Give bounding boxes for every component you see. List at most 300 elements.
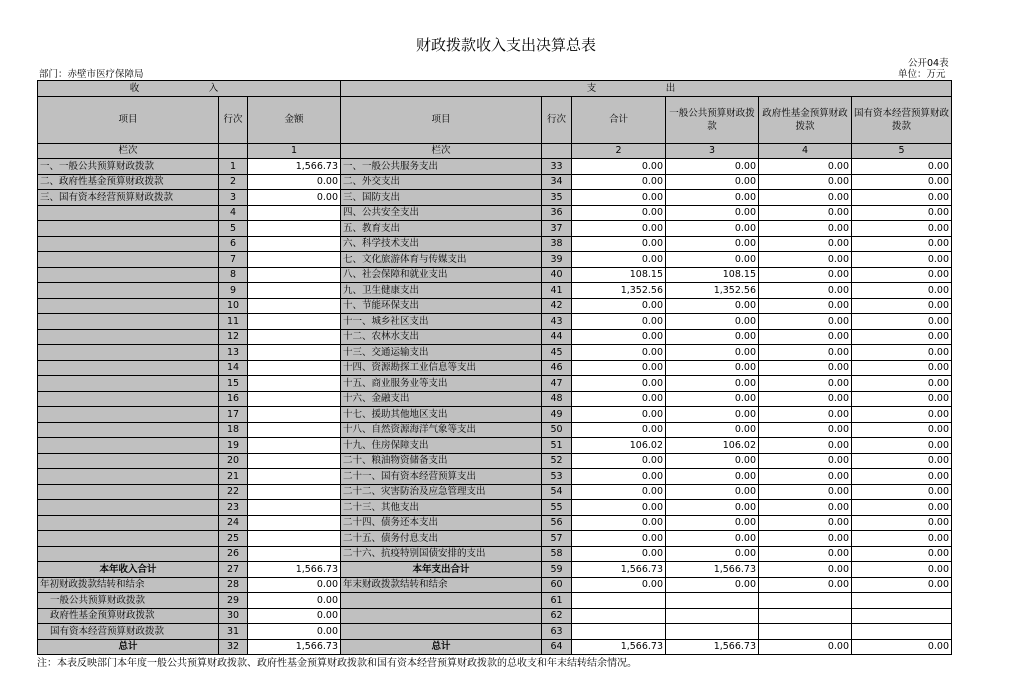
expense-total: 0.00 — [572, 453, 666, 469]
summary-expense-fund — [759, 624, 852, 640]
expense-fund: 0.00 — [759, 236, 852, 252]
income-item — [38, 221, 219, 237]
summary-row — [38, 608, 952, 624]
expense-item: 五、教育支出 — [341, 221, 542, 237]
table-row — [38, 174, 952, 190]
income-item — [38, 422, 219, 438]
income-item: 二、政府性基金预算财政拨款 — [38, 174, 219, 190]
income-amount — [248, 407, 341, 423]
expense-general: 0.00 — [666, 422, 759, 438]
summary-income-line-number: 29 — [219, 593, 248, 609]
summary-expense-line-number: 60 — [542, 577, 572, 593]
table-row — [38, 515, 952, 531]
expense-state: 0.00 — [852, 298, 952, 314]
expense-line-number: 57 — [542, 531, 572, 547]
income-line-number: 6 — [219, 236, 248, 252]
expense-line-number: 51 — [542, 438, 572, 454]
expense-total: 108.15 — [572, 267, 666, 283]
table-row — [38, 500, 952, 516]
column-index-blank — [219, 143, 248, 159]
expense-item: 二十三、其他支出 — [341, 500, 542, 516]
summary-expense-item — [341, 593, 542, 609]
header-item-income: 项目 — [38, 96, 219, 143]
income-item — [38, 205, 219, 221]
expense-total: 106.02 — [572, 438, 666, 454]
expense-general: 0.00 — [666, 376, 759, 392]
summary-income-item: 一般公共预算财政拨款 — [38, 593, 219, 609]
expense-state: 0.00 — [852, 391, 952, 407]
income-amount — [248, 221, 341, 237]
income-line-number: 3 — [219, 190, 248, 206]
summary-expense-line-number: 64 — [542, 639, 572, 655]
expense-item: 八、社会保障和就业支出 — [341, 267, 542, 283]
expense-state: 0.00 — [852, 438, 952, 454]
income-amount — [248, 500, 341, 516]
form-number: 公开04表 — [908, 58, 949, 69]
summary-expense-item: 本年支出合计 — [341, 562, 542, 578]
expense-total: 0.00 — [572, 236, 666, 252]
expense-fund: 0.00 — [759, 174, 852, 190]
summary-expense-total — [572, 608, 666, 624]
header-line-income: 行次 — [219, 96, 248, 143]
expense-general: 0.00 — [666, 515, 759, 531]
expense-state: 0.00 — [852, 174, 952, 190]
income-item — [38, 469, 219, 485]
expense-total: 0.00 — [572, 407, 666, 423]
expense-general: 0.00 — [666, 174, 759, 190]
expense-state: 0.00 — [852, 345, 952, 361]
summary-expense-fund: 0.00 — [759, 577, 852, 593]
expense-line-number: 54 — [542, 484, 572, 500]
income-item — [38, 546, 219, 562]
expense-fund: 0.00 — [759, 422, 852, 438]
table-row — [38, 236, 952, 252]
income-line-number: 14 — [219, 360, 248, 376]
expense-total: 0.00 — [572, 205, 666, 221]
income-amount — [248, 252, 341, 268]
summary-income-line-number: 30 — [219, 608, 248, 624]
header-item-expense: 项目 — [341, 96, 542, 143]
table-row — [38, 360, 952, 376]
income-item — [38, 531, 219, 547]
expense-state: 0.00 — [852, 205, 952, 221]
expense-line-number: 45 — [542, 345, 572, 361]
income-item — [38, 236, 219, 252]
header-total: 合计 — [572, 96, 666, 143]
summary-expense-fund — [759, 593, 852, 609]
expense-general: 0.00 — [666, 500, 759, 516]
summary-income-amount: 0.00 — [248, 593, 341, 609]
expense-fund: 0.00 — [759, 500, 852, 516]
expense-line-number: 36 — [542, 205, 572, 221]
column-index-4: 4 — [759, 143, 852, 159]
table-row — [38, 252, 952, 268]
expense-general: 0.00 — [666, 252, 759, 268]
expense-fund: 0.00 — [759, 546, 852, 562]
summary-income-amount: 1,566.73 — [248, 562, 341, 578]
expense-item: 十五、商业服务业等支出 — [341, 376, 542, 392]
table-row — [38, 221, 952, 237]
expense-total: 0.00 — [572, 484, 666, 500]
expense-total: 0.00 — [572, 546, 666, 562]
expense-item: 一、一般公共服务支出 — [341, 159, 542, 175]
column-index-label: 栏次 — [38, 143, 219, 159]
income-item — [38, 500, 219, 516]
summary-expense-line-number: 62 — [542, 608, 572, 624]
expense-fund: 0.00 — [759, 314, 852, 330]
summary-expense-fund — [759, 608, 852, 624]
department-label: 部门：赤壁市医疗保障局 — [39, 69, 144, 80]
summary-expense-state — [852, 593, 952, 609]
table-row — [38, 484, 952, 500]
expense-fund: 0.00 — [759, 484, 852, 500]
summary-row — [38, 562, 952, 578]
expense-item: 十一、城乡社区支出 — [341, 314, 542, 330]
summary-income-item: 总计 — [38, 639, 219, 655]
expense-total: 0.00 — [572, 391, 666, 407]
expense-total: 0.00 — [572, 345, 666, 361]
income-item — [38, 438, 219, 454]
summary-expense-general: 1,566.73 — [666, 562, 759, 578]
summary-expense-item — [341, 624, 542, 640]
summary-expense-general: 0.00 — [666, 577, 759, 593]
income-item — [38, 453, 219, 469]
expense-state: 0.00 — [852, 515, 952, 531]
income-item — [38, 283, 219, 299]
expense-item: 十九、住房保障支出 — [341, 438, 542, 454]
expense-item: 二十一、国有资本经营预算支出 — [341, 469, 542, 485]
summary-expense-state: 0.00 — [852, 562, 952, 578]
table-row — [38, 469, 952, 485]
table-row — [38, 190, 952, 206]
summary-expense-state: 0.00 — [852, 577, 952, 593]
income-line-number: 20 — [219, 453, 248, 469]
expense-state: 0.00 — [852, 531, 952, 547]
income-line-number: 21 — [219, 469, 248, 485]
income-item — [38, 376, 219, 392]
expense-item: 二十二、灾害防治及应急管理支出 — [341, 484, 542, 500]
budget-table — [37, 80, 952, 655]
table-row — [38, 345, 952, 361]
expense-total: 1,352.56 — [572, 283, 666, 299]
income-amount — [248, 205, 341, 221]
expense-fund: 0.00 — [759, 376, 852, 392]
expense-state: 0.00 — [852, 376, 952, 392]
expense-total: 0.00 — [572, 422, 666, 438]
expense-fund: 0.00 — [759, 469, 852, 485]
summary-income-line-number: 31 — [219, 624, 248, 640]
expense-fund: 0.00 — [759, 267, 852, 283]
income-line-number: 9 — [219, 283, 248, 299]
expense-section-header: 支 出 — [341, 81, 952, 97]
income-line-number: 19 — [219, 438, 248, 454]
summary-income-item: 国有资本经营预算财政拨款 — [38, 624, 219, 640]
unit-label: 单位：万元 — [898, 69, 946, 80]
income-amount: 0.00 — [248, 174, 341, 190]
header-state: 国有资本经营预算财政拨款 — [852, 96, 952, 143]
expense-item: 二十四、债务还本支出 — [341, 515, 542, 531]
income-line-number: 22 — [219, 484, 248, 500]
summary-expense-general — [666, 624, 759, 640]
expense-general: 0.00 — [666, 190, 759, 206]
income-amount — [248, 283, 341, 299]
income-item — [38, 345, 219, 361]
expense-general: 0.00 — [666, 221, 759, 237]
income-line-number: 7 — [219, 252, 248, 268]
summary-expense-state: 0.00 — [852, 639, 952, 655]
expense-fund: 0.00 — [759, 407, 852, 423]
expense-fund: 0.00 — [759, 298, 852, 314]
expense-line-number: 48 — [542, 391, 572, 407]
expense-item: 二、外交支出 — [341, 174, 542, 190]
summary-row — [38, 639, 952, 655]
expense-state: 0.00 — [852, 453, 952, 469]
expense-line-number: 49 — [542, 407, 572, 423]
expense-general: 1,352.56 — [666, 283, 759, 299]
expense-line-number: 44 — [542, 329, 572, 345]
expense-fund: 0.00 — [759, 360, 852, 376]
income-amount — [248, 422, 341, 438]
expense-total: 0.00 — [572, 252, 666, 268]
income-amount — [248, 314, 341, 330]
summary-expense-line-number: 63 — [542, 624, 572, 640]
expense-total: 0.00 — [572, 174, 666, 190]
summary-expense-state — [852, 624, 952, 640]
expense-line-number: 52 — [542, 453, 572, 469]
table-row — [38, 376, 952, 392]
expense-line-number: 58 — [542, 546, 572, 562]
income-amount — [248, 484, 341, 500]
expense-total: 0.00 — [572, 159, 666, 175]
expense-state: 0.00 — [852, 221, 952, 237]
income-amount — [248, 515, 341, 531]
summary-expense-item: 总计 — [341, 639, 542, 655]
column-index-blank-expense — [542, 143, 572, 159]
summary-row — [38, 593, 952, 609]
income-amount — [248, 546, 341, 562]
header-amount: 金额 — [248, 96, 341, 143]
expense-item: 九、卫生健康支出 — [341, 283, 542, 299]
summary-income-line-number: 32 — [219, 639, 248, 655]
income-line-number: 17 — [219, 407, 248, 423]
income-line-number: 16 — [219, 391, 248, 407]
table-row — [38, 314, 952, 330]
expense-general: 0.00 — [666, 298, 759, 314]
table-row — [38, 546, 952, 562]
summary-income-item: 年初财政拨款结转和结余 — [38, 577, 219, 593]
expense-general: 0.00 — [666, 236, 759, 252]
expense-general: 106.02 — [666, 438, 759, 454]
income-item — [38, 329, 219, 345]
column-index-2: 2 — [572, 143, 666, 159]
income-item — [38, 360, 219, 376]
income-line-number: 13 — [219, 345, 248, 361]
expense-fund: 0.00 — [759, 453, 852, 469]
expense-item: 四、公共安全支出 — [341, 205, 542, 221]
expense-general: 108.15 — [666, 267, 759, 283]
table-row — [38, 159, 952, 175]
income-amount — [248, 531, 341, 547]
expense-item: 十四、资源勘探工业信息等支出 — [341, 360, 542, 376]
summary-income-line-number: 28 — [219, 577, 248, 593]
income-amount — [248, 236, 341, 252]
expense-fund: 0.00 — [759, 515, 852, 531]
expense-state: 0.00 — [852, 190, 952, 206]
expense-state: 0.00 — [852, 252, 952, 268]
expense-state: 0.00 — [852, 484, 952, 500]
income-line-number: 24 — [219, 515, 248, 531]
income-line-number: 23 — [219, 500, 248, 516]
income-amount — [248, 298, 341, 314]
expense-total: 0.00 — [572, 360, 666, 376]
expense-line-number: 41 — [542, 283, 572, 299]
expense-general: 0.00 — [666, 205, 759, 221]
header-general: 一般公共预算财政拨款 — [666, 96, 759, 143]
summary-expense-general — [666, 593, 759, 609]
income-line-number: 26 — [219, 546, 248, 562]
expense-line-number: 34 — [542, 174, 572, 190]
expense-general: 0.00 — [666, 546, 759, 562]
table-row — [38, 531, 952, 547]
expense-line-number: 38 — [542, 236, 572, 252]
income-line-number: 5 — [219, 221, 248, 237]
income-line-number: 1 — [219, 159, 248, 175]
income-item — [38, 298, 219, 314]
expense-fund: 0.00 — [759, 438, 852, 454]
income-amount — [248, 329, 341, 345]
expense-fund: 0.00 — [759, 252, 852, 268]
income-item: 三、国有资本经营预算财政拨款 — [38, 190, 219, 206]
expense-fund: 0.00 — [759, 345, 852, 361]
income-amount — [248, 267, 341, 283]
footnote: 注：本表反映部门本年度一般公共预算财政拨款、政府性基金预算财政拨款和国有资本经营预算财政拨款的总收支和年末结转结余情况。 — [37, 658, 637, 669]
summary-expense-total — [572, 593, 666, 609]
expense-total: 0.00 — [572, 298, 666, 314]
column-index-5: 5 — [852, 143, 952, 159]
expense-fund: 0.00 — [759, 531, 852, 547]
summary-expense-total: 1,566.73 — [572, 639, 666, 655]
summary-expense-total: 1,566.73 — [572, 562, 666, 578]
expense-line-number: 43 — [542, 314, 572, 330]
income-line-number: 12 — [219, 329, 248, 345]
expense-line-number: 56 — [542, 515, 572, 531]
income-item — [38, 484, 219, 500]
income-item: 一、一般公共预算财政拨款 — [38, 159, 219, 175]
expense-line-number: 37 — [542, 221, 572, 237]
expense-fund: 0.00 — [759, 159, 852, 175]
expense-total: 0.00 — [572, 221, 666, 237]
expense-line-number: 42 — [542, 298, 572, 314]
income-amount: 0.00 — [248, 190, 341, 206]
expense-general: 0.00 — [666, 531, 759, 547]
expense-fund: 0.00 — [759, 329, 852, 345]
expense-state: 0.00 — [852, 500, 952, 516]
summary-income-item: 政府性基金预算财政拨款 — [38, 608, 219, 624]
table-row — [38, 391, 952, 407]
summary-expense-general: 1,566.73 — [666, 639, 759, 655]
income-item — [38, 515, 219, 531]
summary-income-item: 本年收入合计 — [38, 562, 219, 578]
expense-fund: 0.00 — [759, 190, 852, 206]
expense-fund: 0.00 — [759, 221, 852, 237]
expense-total: 0.00 — [572, 376, 666, 392]
income-item — [38, 407, 219, 423]
expense-state: 0.00 — [852, 283, 952, 299]
income-amount — [248, 391, 341, 407]
summary-expense-item: 年末财政拨款结转和结余 — [341, 577, 542, 593]
income-line-number: 18 — [219, 422, 248, 438]
summary-expense-general — [666, 608, 759, 624]
summary-expense-item — [341, 608, 542, 624]
income-amount — [248, 376, 341, 392]
expense-item: 二十、粮油物资储备支出 — [341, 453, 542, 469]
expense-total: 0.00 — [572, 515, 666, 531]
table-row — [38, 453, 952, 469]
expense-line-number: 47 — [542, 376, 572, 392]
report-title: 财政拨款收入支出决算总表 — [415, 36, 596, 54]
expense-item: 二十六、抗疫特别国债安排的支出 — [341, 546, 542, 562]
income-amount — [248, 453, 341, 469]
expense-line-number: 53 — [542, 469, 572, 485]
summary-row — [38, 624, 952, 640]
income-item — [38, 391, 219, 407]
expense-item: 十三、交通运输支出 — [341, 345, 542, 361]
expense-general: 0.00 — [666, 407, 759, 423]
expense-state: 0.00 — [852, 422, 952, 438]
expense-line-number: 50 — [542, 422, 572, 438]
expense-total: 0.00 — [572, 531, 666, 547]
income-line-number: 8 — [219, 267, 248, 283]
expense-general: 0.00 — [666, 453, 759, 469]
summary-income-amount: 1,566.73 — [248, 639, 341, 655]
expense-general: 0.00 — [666, 469, 759, 485]
expense-total: 0.00 — [572, 190, 666, 206]
expense-line-number: 35 — [542, 190, 572, 206]
expense-item: 二十五、债务付息支出 — [341, 531, 542, 547]
summary-expense-state — [852, 608, 952, 624]
table-row — [38, 438, 952, 454]
expense-state: 0.00 — [852, 546, 952, 562]
expense-item: 十、节能环保支出 — [341, 298, 542, 314]
expense-item: 十七、援助其他地区支出 — [341, 407, 542, 423]
expense-fund: 0.00 — [759, 391, 852, 407]
expense-state: 0.00 — [852, 159, 952, 175]
expense-line-number: 46 — [542, 360, 572, 376]
expense-general: 0.00 — [666, 345, 759, 361]
summary-income-amount: 0.00 — [248, 577, 341, 593]
summary-income-amount: 0.00 — [248, 608, 341, 624]
income-amount: 1,566.73 — [248, 159, 341, 175]
expense-line-number: 39 — [542, 252, 572, 268]
expense-item: 十二、农林水支出 — [341, 329, 542, 345]
summary-expense-total: 0.00 — [572, 577, 666, 593]
expense-fund: 0.00 — [759, 205, 852, 221]
expense-state: 0.00 — [852, 236, 952, 252]
expense-general: 0.00 — [666, 360, 759, 376]
expense-item: 七、文化旅游体育与传媒支出 — [341, 252, 542, 268]
expense-state: 0.00 — [852, 360, 952, 376]
expense-total: 0.00 — [572, 500, 666, 516]
column-index-3: 3 — [666, 143, 759, 159]
header-line-expense: 行次 — [542, 96, 572, 143]
summary-expense-fund: 0.00 — [759, 562, 852, 578]
expense-state: 0.00 — [852, 469, 952, 485]
income-line-number: 10 — [219, 298, 248, 314]
income-amount — [248, 469, 341, 485]
income-amount — [248, 345, 341, 361]
expense-line-number: 40 — [542, 267, 572, 283]
income-line-number: 25 — [219, 531, 248, 547]
